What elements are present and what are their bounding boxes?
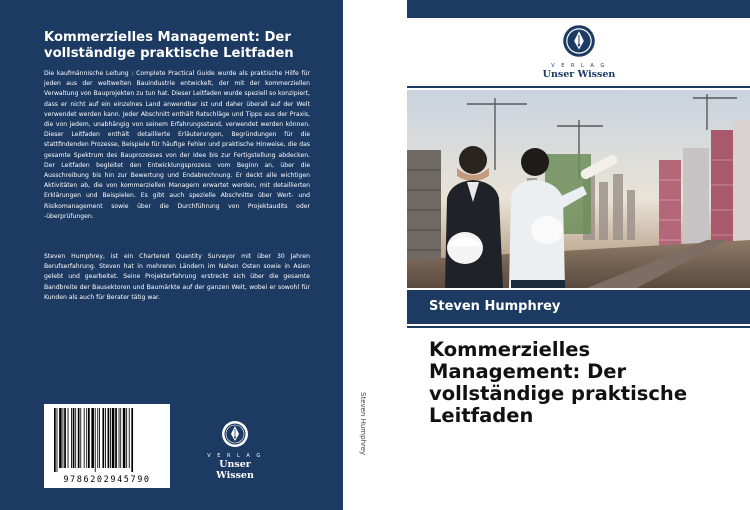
- isbn-number: 9786202945790: [63, 475, 151, 485]
- barcode-bar: [71, 408, 72, 468]
- barcode-bar: [108, 408, 110, 468]
- barcode-bar: [95, 408, 96, 472]
- barcode-bar: [99, 408, 100, 468]
- barcode-bar: [123, 408, 126, 468]
- author-bio: Steven Humphrey, ist ein Chartered Quantity Surveyor mit über 30 Jahren Berufserfahrung. Steven hat in mehreren Ländern im Nahen Osten sowie in Asien gelebt und gearbeitet. Seine Projekterfahrung erstreckt sich über die gesamte Bandbreite der Bausektoren und Baumärkte auf der ganzen Welt, wobei er sowohl für Kunden als auch für Berater tätig war.: [44, 253, 310, 301]
- pen-nib-circle-icon: [221, 420, 249, 448]
- barcode-bar: [105, 408, 106, 468]
- spine-author: Steven Humphrey: [359, 392, 367, 456]
- barcode-bar: [54, 408, 56, 472]
- barcode-icon: [48, 408, 166, 472]
- barcode-bar: [110, 408, 111, 468]
- barcode-bar: [86, 408, 87, 468]
- barcode-bar: [80, 408, 81, 468]
- front-publisher-verlag: V E R L A G: [551, 63, 607, 69]
- barcode-bar: [68, 408, 69, 468]
- barcode-bar: [129, 408, 130, 468]
- back-publisher-logo: [203, 420, 267, 481]
- barcode-bar: [57, 408, 58, 472]
- barcode-bar: [115, 408, 117, 468]
- back-cover-blurb: Die kaufmännische Leitung : Complete Practical Guide wurde als praktische Hilfe für jeden aus der weltweiten Bauindustrie entwickelt, der mit der kommerziellen Verwaltung von Bauprojekten zu tun hat. Dieser Leitfaden wurde speziell so konzipiert, dass er nicht auf ein einzelnes Land anwendbar ist und daher überall auf der Welt verwendet werden kann. Jeder Abschnitt enthält Ratschläge und Tipps aus der Praxis, die von jedem, unabhängig von seinem Erfahrungsstand, verwendet werden können. Dieser Leitfaden enthält detaillierte Erläuterungen, Begründungen für die stattfindenden Prozesse, Beispiele für häufige Fehler und praktische Hinweise, die das gesamte Spektrum des Bauprozesses von der Idee bis zur Fertigstellung abdecken. Der Leitfaden begleitet den Entwicklungsprozess vom Beginn an, über die Ausschreibung bis hin zur Bewertung und Endabrechnung. Er deckt alle wichtigen Aktivitäten ab, die von kommerziellen Managern erwartet werden, mit detaillierten Erklärungen und Beispielen. Es gibt auch spezielle Abschnitte über Wert- und Risikomanagement sowie über die Durchführung von Projektaudits oder -überprüfungen.: [44, 70, 310, 220]
- barcode-bar: [75, 408, 76, 468]
- barcode-bar: [73, 408, 75, 468]
- engineers-city-photo: [407, 90, 750, 288]
- back-cover: [0, 0, 343, 510]
- barcode-bar: [88, 408, 90, 468]
- barcode-bar: [102, 408, 104, 468]
- front-publisher-logo: [529, 24, 629, 78]
- back-cover-title: Kommerzielles Management: Der vollständige praktische Leitfaden: [44, 30, 294, 61]
- barcode-bar: [91, 408, 94, 468]
- barcode-bar: [59, 408, 62, 468]
- barcode-bar: [97, 408, 98, 468]
- front-book-title: Kommerzielles Management: Der vollständige praktische Leitfaden: [429, 338, 688, 427]
- pen-nib-circle-icon: [562, 24, 596, 58]
- barcode-bar: [126, 408, 127, 468]
- front-author-name: Steven Humphrey: [429, 299, 561, 314]
- spine: [343, 0, 407, 510]
- isbn-barcode: [44, 404, 170, 488]
- back-publisher-name: Unser Wissen: [216, 459, 254, 481]
- cover-photo: [407, 90, 750, 288]
- front-cover: [407, 0, 750, 510]
- front-publisher-name: Unser Wissen: [542, 69, 616, 80]
- front-top-bar: [407, 0, 750, 18]
- author-band-rule: [407, 326, 750, 328]
- barcode-bar: [78, 408, 80, 468]
- barcode-bar: [112, 408, 115, 468]
- barcode-bar: [64, 408, 66, 468]
- barcode-bar: [119, 408, 120, 468]
- back-publisher-verlag: V E R L A G: [207, 453, 263, 459]
- barcode-bar: [84, 408, 85, 468]
- photo-top-rule: [407, 86, 750, 88]
- barcode-bar: [131, 408, 133, 472]
- barcode-bar: [63, 408, 64, 468]
- barcode-bar: [120, 408, 121, 468]
